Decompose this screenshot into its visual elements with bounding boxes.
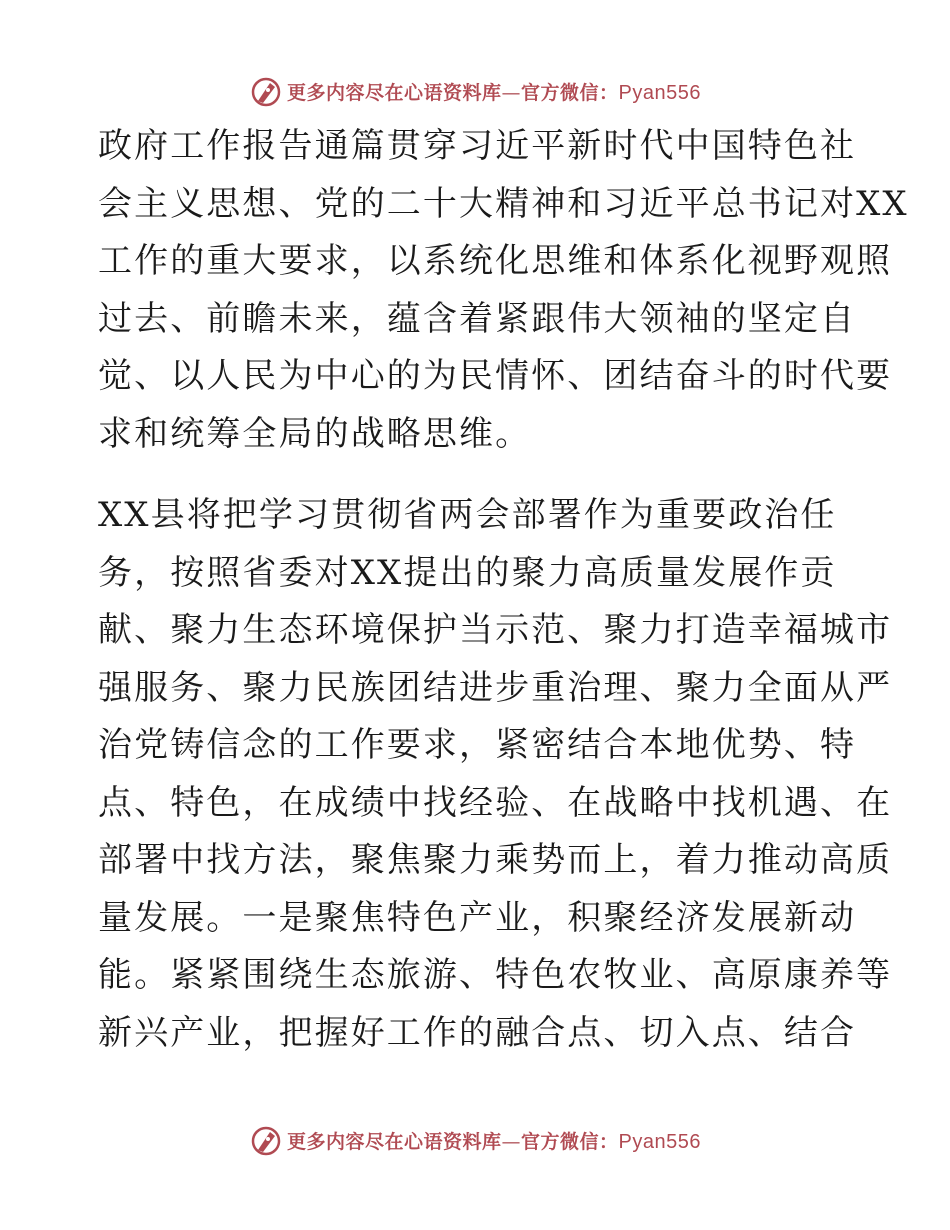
text-line: 强服务、聚力民族团结进步重治理、聚力全面从严 bbox=[98, 667, 893, 708]
paragraph-1 bbox=[98, 118, 909, 463]
text-line: XX县将把学习贯彻省两会部署作为重要政治任 bbox=[98, 495, 837, 535]
text-line: 求和统筹全局的战略思维。 bbox=[98, 413, 532, 454]
banner-title: 更多内容尽在心语资料库 bbox=[287, 81, 502, 104]
text-line: 工作的重大要求，以系统化思维和体系化视野观照 bbox=[98, 241, 893, 281]
text-line: 量发展。一是聚焦特色产业，积聚经济发展新动 bbox=[98, 897, 857, 938]
text-line: 部署中找方法，聚焦聚力乘势而上，着力推动高质 bbox=[98, 840, 893, 880]
banner-title: 更多内容尽在心语资料库 bbox=[287, 1130, 502, 1153]
banner-separator: — bbox=[501, 1130, 522, 1153]
text-line: 治党铸信念的工作要求，紧密结合本地优势、特 bbox=[98, 725, 857, 765]
text-line: 觉、以人民为中心的为民情怀、团结奋斗的时代要 bbox=[98, 356, 893, 396]
banner-separator: — bbox=[501, 81, 522, 104]
text-line: 能。紧紧围绕生态旅游、特色农牧业、高原康养等 bbox=[98, 955, 893, 995]
pen-nib-logo-icon bbox=[249, 74, 283, 108]
text-line: 会主义思想、党的二十大精神和习近平总书记对XX bbox=[98, 183, 909, 224]
paragraph-2 bbox=[98, 487, 893, 1062]
pen-nib-logo-icon bbox=[249, 1123, 283, 1157]
wechat-id: Pyan556 bbox=[618, 81, 701, 104]
text-line: 政府工作报告通篇贯穿习近平新时代中国特色社 bbox=[98, 126, 857, 166]
footer-banner bbox=[0, 1120, 950, 1160]
text-line: 点、特色，在成绩中找经验、在战略中找机遇、在 bbox=[98, 782, 893, 823]
wechat-id: Pyan556 bbox=[618, 1130, 701, 1153]
text-line: 献、聚力生态环境保护当示范、聚力打造幸福城市 bbox=[98, 610, 893, 650]
header-banner bbox=[0, 71, 950, 111]
wechat-label: 官方微信： bbox=[521, 81, 619, 104]
text-line: 务，按照省委对XX提出的聚力高质量发展作贡 bbox=[98, 552, 837, 593]
text-line: 新兴产业，把握好工作的融合点、切入点、结合 bbox=[98, 1012, 857, 1053]
wechat-label: 官方微信： bbox=[521, 1130, 619, 1153]
text-line: 过去、前瞻未来，蕴含着紧跟伟大领袖的坚定自 bbox=[98, 298, 857, 339]
